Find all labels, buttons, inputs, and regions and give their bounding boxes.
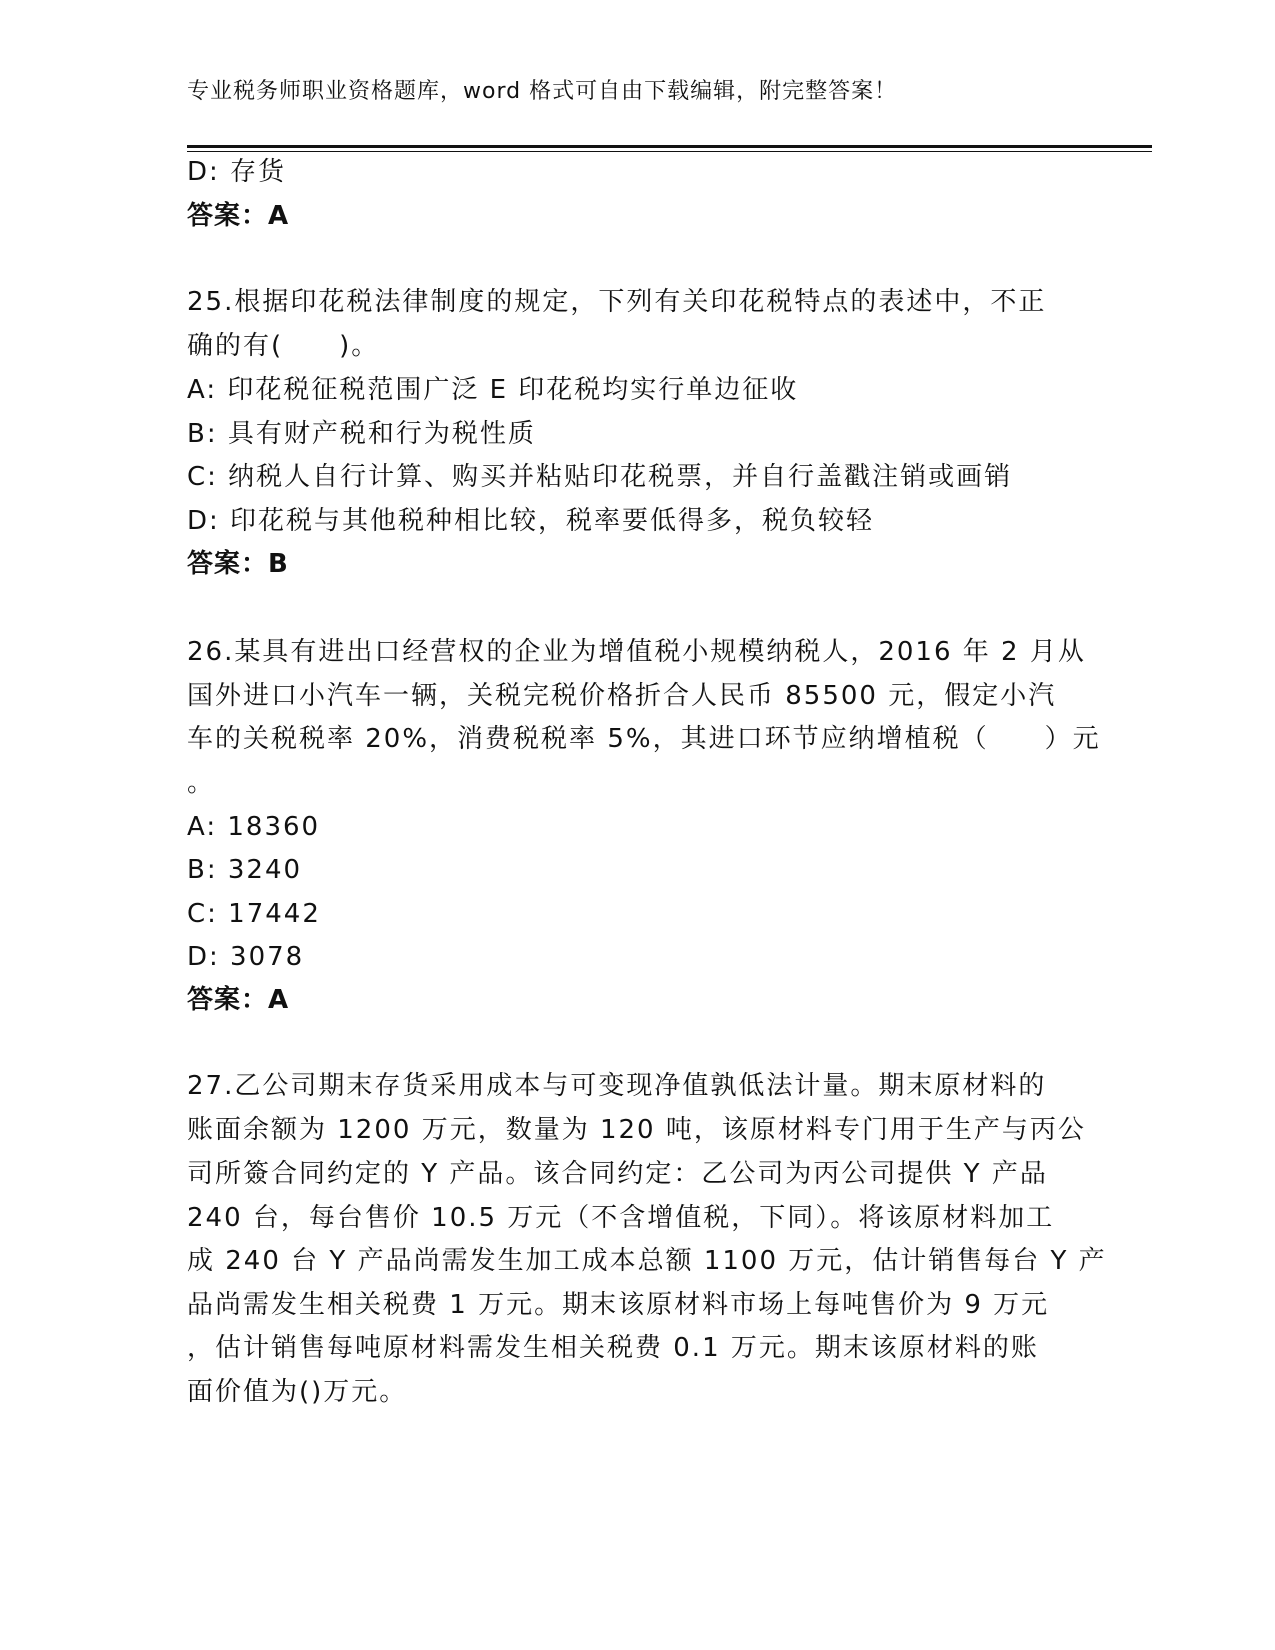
option-line: C: 17442 (187, 899, 321, 929)
question-line: 26.某具有进出口经营权的企业为增值税小规模纳税人，2016 年 2 月从 (187, 637, 1086, 667)
answer-line: 答案：B (187, 549, 289, 579)
option-line: B: 3240 (187, 855, 303, 885)
answer-line: 答案：A (187, 985, 290, 1015)
header-rule-thin (187, 151, 1152, 152)
option-line: D: 存货 (187, 157, 287, 187)
question-line: 面价值为()万元。 (187, 1377, 408, 1407)
question-line: ，估计销售每吨原材料需发生相关税费 0.1 万元。期末该原材料的账 (187, 1333, 1039, 1363)
question-line: 国外进口小汽车一辆，关税完税价格折合人民币 85500 元，假定小汽 (187, 681, 1057, 711)
question-line: 240 台，每台售价 10.5 万元（不含增值税，下同）。将该原材料加工 (187, 1203, 1055, 1233)
question-line: 成 240 台 Y 产品尚需发生加工成本总额 1100 万元，估计销售每台 Y 产 (187, 1246, 1107, 1276)
option-line: A: 18360 (187, 812, 321, 842)
option-line: D: 印花税与其他税种相比较，税率要低得多，税负较轻 (187, 506, 875, 536)
question-line: 确的有( )。 (187, 331, 380, 361)
option-line: D: 3078 (187, 942, 305, 972)
option-line: A: 印花税征税范围广泛 E 印花税均实行单边征收 (187, 375, 799, 405)
question-line: 车的关税税率 20%，消费税税率 5%，其进口环节应纳增植税（ ）元 (187, 724, 1101, 754)
question-line: 账面余额为 1200 万元，数量为 120 吨，该原材料专门用于生产与丙公 (187, 1115, 1086, 1145)
question-line: 司所簽合同约定的 Y 产品。该合同约定：乙公司为丙公司提供 Y 产品 (187, 1159, 1048, 1189)
question-line: 27.乙公司期末存货采用成本与可变现净值孰低法计量。期末原材料的 (187, 1071, 1047, 1101)
page-header: 专业税务师职业资格题库，word 格式可自由下载编辑，附完整答案！ (187, 79, 898, 104)
option-line: C: 纳税人自行计算、购买并粘贴印花税票，并自行盖戳注销或画销 (187, 462, 1013, 492)
header-rule-thick (187, 145, 1152, 148)
question-line: 25.根据印花税法律制度的规定，下列有关印花税特点的表述中，不正 (187, 287, 1047, 317)
question-line: 。 (187, 768, 216, 798)
option-line: B: 具有财产税和行为税性质 (187, 419, 536, 449)
question-line: 品尚需发生相关税费 1 万元。期末该原材料市场上每吨售价为 9 万元 (187, 1290, 1050, 1320)
answer-line: 答案：A (187, 201, 290, 231)
